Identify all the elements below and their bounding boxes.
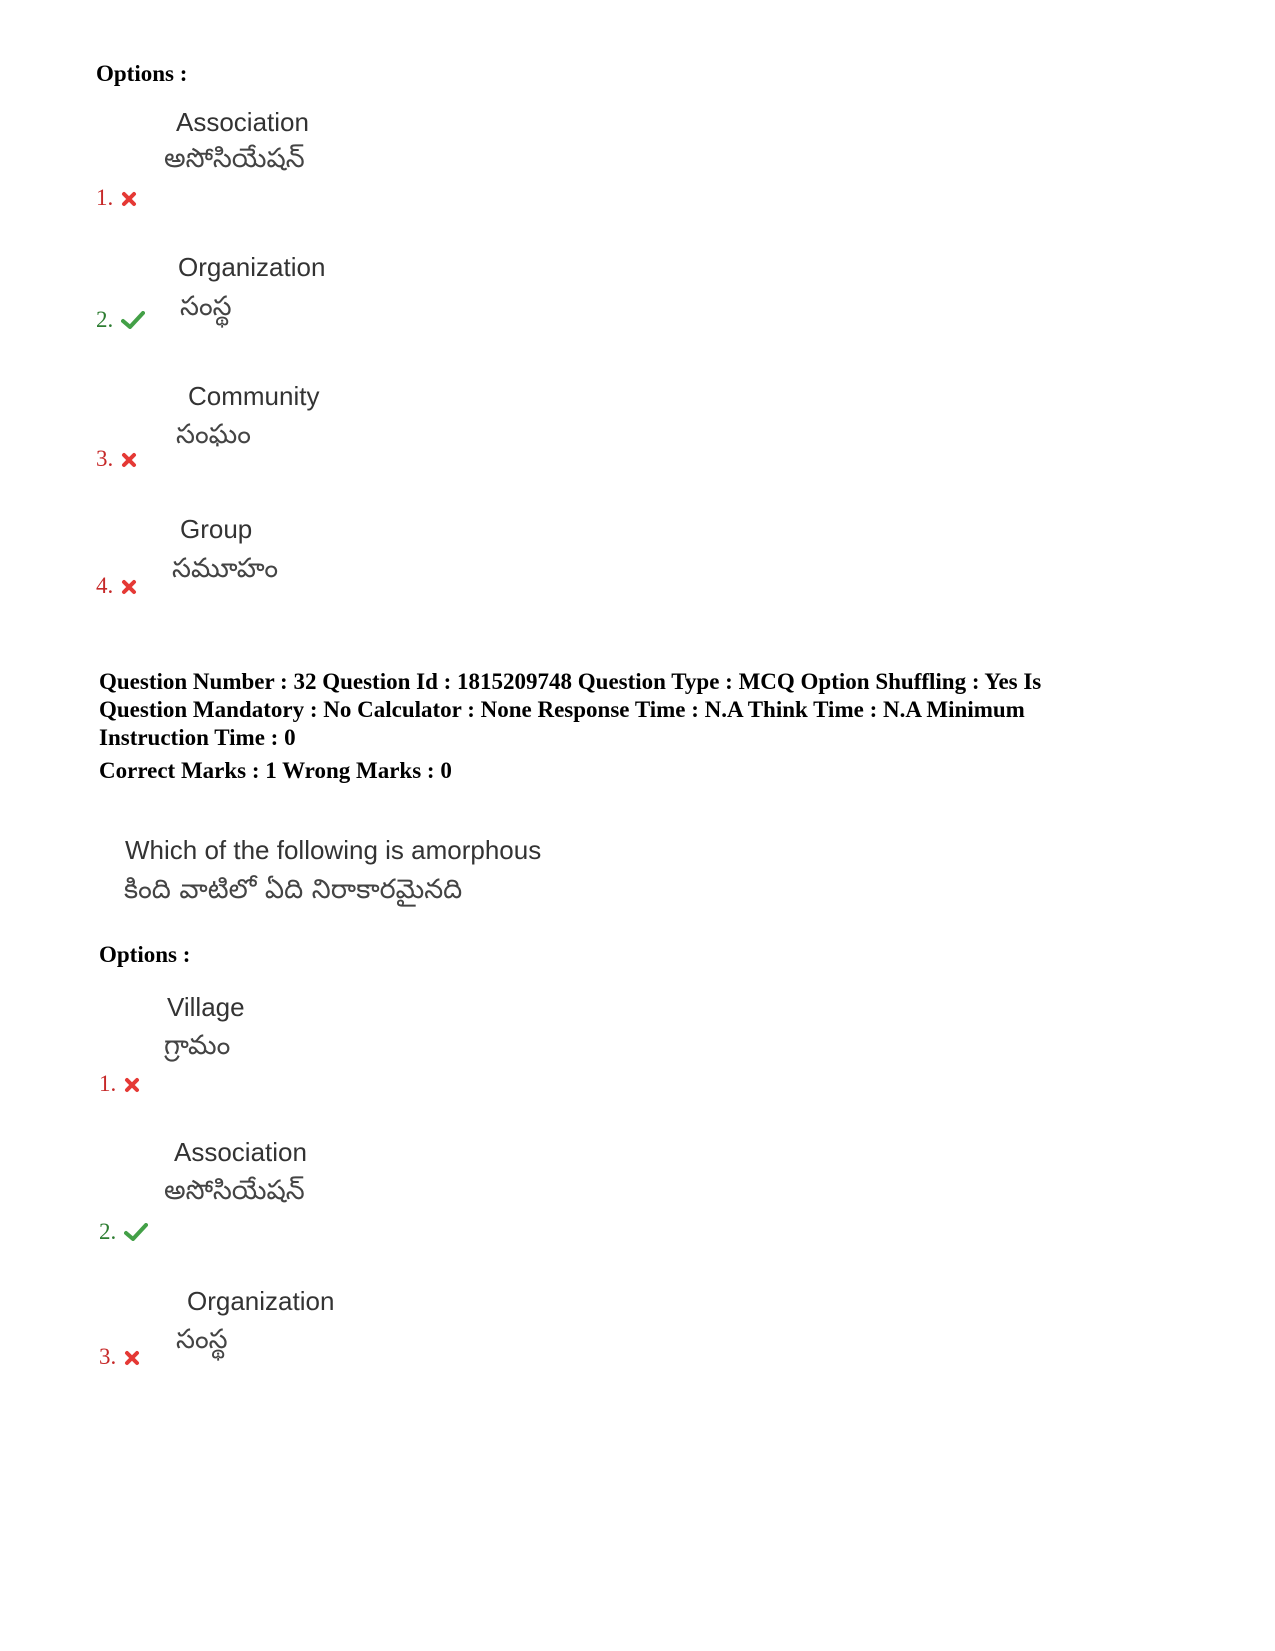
- cross-icon: [121, 575, 137, 601]
- option-number: 1.: [99, 1071, 117, 1096]
- question-metadata-line: Question Number : 32 Question Id : 1815209748 Question Type : MCQ Option Shuffling : Yes Is: [99, 669, 1042, 694]
- option-number: 2.: [99, 1219, 117, 1244]
- option-label-english: Organization: [187, 1286, 335, 1316]
- option-label-english: Community: [188, 381, 320, 411]
- option-label-telugu: సంస్థ: [176, 1324, 228, 1355]
- option-label-telugu: అసోసియేషన్: [164, 1175, 305, 1206]
- check-icon: [124, 1221, 148, 1247]
- cross-icon: [124, 1346, 140, 1372]
- option-number: 4.: [96, 573, 114, 598]
- question-text-english: Which of the following is amorphous: [125, 835, 542, 865]
- option-number-row: [96, 185, 137, 213]
- option-label-telugu: సంఘం: [176, 419, 251, 450]
- question-metadata: [99, 668, 1199, 752]
- option-number-row: [99, 1344, 140, 1372]
- option-label-telugu: అసోసియేషన్: [164, 143, 305, 174]
- option-number: 2.: [96, 307, 114, 332]
- question-marks: Correct Marks : 1 Wrong Marks : 0: [99, 758, 452, 783]
- options-heading: Options :: [96, 61, 188, 86]
- option-number: 3.: [96, 446, 114, 471]
- option-number-row: [99, 1071, 140, 1099]
- option-number-row: [96, 446, 137, 474]
- option-label-english: Village: [167, 992, 245, 1022]
- question-text-telugu: కింది వాటిలో ఏది నిరాకారమైనది: [124, 874, 463, 905]
- option-label-english: Association: [176, 107, 309, 137]
- cross-icon: [121, 448, 137, 474]
- option-label-english: Association: [174, 1137, 307, 1167]
- cross-icon: [124, 1073, 140, 1099]
- cross-icon: [121, 187, 137, 213]
- check-icon: [121, 309, 145, 335]
- option-label-telugu: గ్రామం: [164, 1030, 231, 1061]
- option-number-row: [96, 573, 137, 601]
- question-metadata-line: Instruction Time : 0: [99, 725, 296, 750]
- option-label-english: Organization: [178, 252, 326, 282]
- option-number-row: [96, 307, 145, 335]
- options-heading: Options :: [99, 942, 191, 967]
- option-label-english: Group: [180, 514, 253, 544]
- option-label-telugu: సమూహం: [172, 553, 279, 584]
- option-number: 3.: [99, 1344, 117, 1369]
- option-number: 1.: [96, 185, 114, 210]
- option-number-row: [99, 1219, 148, 1247]
- question-metadata-line: Question Mandatory : No Calculator : None Response Time : N.A Think Time : N.A Minimum: [99, 697, 1025, 722]
- option-label-telugu: సంస్థ: [180, 291, 232, 322]
